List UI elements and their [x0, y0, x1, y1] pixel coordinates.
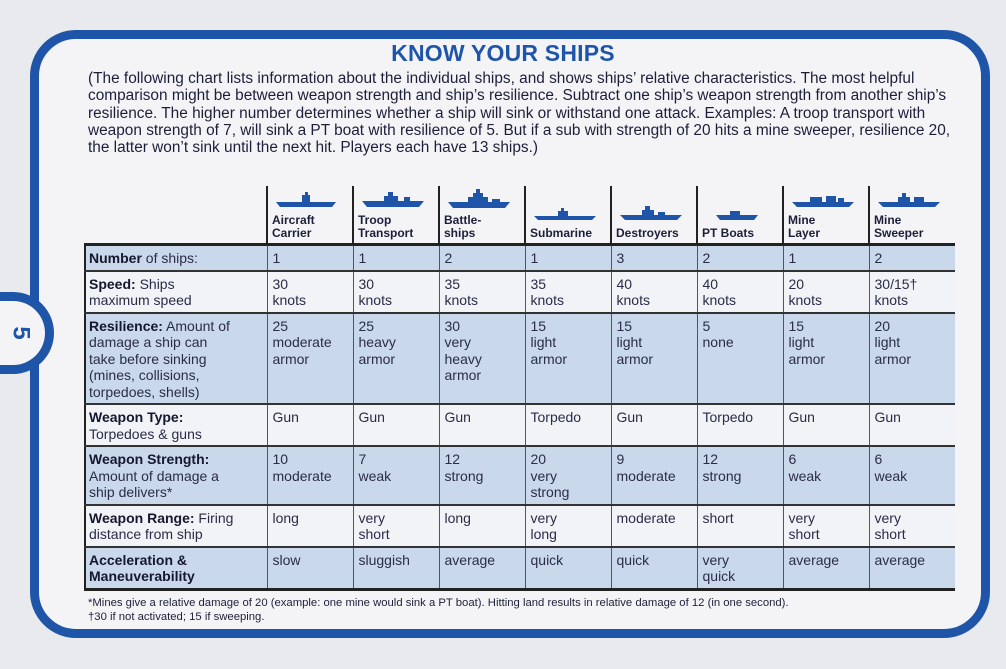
table-cell: 10 moderate: [267, 446, 353, 505]
row-label-rest: Amount of damage a ship can take before sinking (mines, collisions, torpedoes, shells): [89, 317, 230, 400]
table-cell: 15 light armor: [783, 313, 869, 405]
table-cell: 12 strong: [439, 446, 525, 505]
table-cell: slow: [267, 547, 353, 590]
table-cell: long: [439, 505, 525, 547]
table-cell: 6 weak: [783, 446, 869, 505]
table-row: [85, 313, 955, 405]
table-cell: very quick: [697, 547, 783, 590]
footnote-sweeper: †30 if not activated; 15 if sweeping.: [88, 611, 265, 623]
table-cell: 35 knots: [525, 271, 611, 313]
row-label-rest: Torpedoes & guns: [89, 425, 202, 442]
table-body: [85, 245, 955, 590]
table-row: [85, 245, 955, 271]
column-label: Troop Transport: [358, 213, 414, 240]
table-cell: 3: [611, 245, 697, 271]
table-row: [85, 446, 955, 505]
table-cell: short: [697, 505, 783, 547]
table-cell: Gun: [869, 404, 955, 446]
column-label: Mine Sweeper: [874, 213, 924, 240]
table-cell: 12 strong: [697, 446, 783, 505]
table-row: [85, 271, 955, 313]
row-label-bold: Speed:: [89, 275, 136, 292]
row-label: [85, 505, 267, 547]
row-label-rest: Amount of damage a ship delivers*: [89, 467, 219, 500]
header-row: [85, 186, 955, 245]
aircraft-carrier-icon: [272, 188, 342, 210]
table-cell: Torpedo: [697, 404, 783, 446]
column-label: Submarine: [530, 226, 593, 240]
table-cell: 40 knots: [611, 271, 697, 313]
row-label: [85, 404, 267, 446]
table-cell: 2: [697, 245, 783, 271]
table-cell: 1: [353, 245, 439, 271]
table-cell: sluggish: [353, 547, 439, 590]
column-label: Destroyers: [616, 226, 679, 240]
table-cell: 20 very strong: [525, 446, 611, 505]
intro-paragraph: (The following chart lists information about the individual ships, and shows ships’ relative characteristics. The most helpful comparison might be between weapon strength and ship’s resilience. Subtract one ship’s weapon strength from another ship’s resilience. The higher number determines whether a ship will sink or withstand one attack. Examples: A troop transport with weapon strength of 7, will sink a PT boat with resilience of 5. But if a sub with strength of 20 hits a mine sweeper, resilience 20, the latter won’t sink until the next hit. Players each have 13 ships.): [88, 70, 951, 157]
table-cell: average: [869, 547, 955, 590]
table-cell: Gun: [353, 404, 439, 446]
row-label-bold: Weapon Range:: [89, 509, 195, 526]
row-label-rest: Ships maximum speed: [89, 275, 192, 308]
mine-sweeper-icon: [874, 188, 944, 210]
table-cell: Gun: [439, 404, 525, 446]
row-label-bold: Number: [89, 250, 142, 266]
table-cell: quick: [611, 547, 697, 590]
column-header-3: [525, 186, 611, 245]
destroyer-icon: [616, 201, 686, 223]
row-label: [85, 245, 267, 271]
table-cell: very short: [353, 505, 439, 547]
table-cell: 1: [267, 245, 353, 271]
row-label: [85, 271, 267, 313]
column-label: Aircraft Carrier: [272, 213, 315, 240]
column-header-6: [783, 186, 869, 245]
table-cell: 15 light armor: [611, 313, 697, 405]
table-cell: 40 knots: [697, 271, 783, 313]
table-cell: 25 moderate armor: [267, 313, 353, 405]
row-label-bold: Weapon Strength:: [89, 451, 210, 467]
table-cell: 30 knots: [353, 271, 439, 313]
footnotes: [88, 596, 968, 624]
column-header-5: [697, 186, 783, 245]
troop-transport-icon: [358, 188, 428, 210]
table-cell: 30/15† knots: [869, 271, 955, 313]
column-header-7: [869, 186, 955, 245]
page-number: 5: [7, 326, 35, 340]
corner-cell: [85, 186, 267, 245]
table-cell: Torpedo: [525, 404, 611, 446]
row-label-bold: Resilience:: [89, 317, 163, 334]
row-label-bold: Weapon Type:: [89, 409, 184, 425]
table-cell: 7 weak: [353, 446, 439, 505]
table-cell: average: [439, 547, 525, 590]
table-cell: Gun: [611, 404, 697, 446]
table-cell: 30 knots: [267, 271, 353, 313]
table-cell: Gun: [267, 404, 353, 446]
table-cell: 25 heavy armor: [353, 313, 439, 405]
column-label: PT Boats: [702, 226, 755, 240]
pt-boat-icon: [702, 201, 772, 223]
table-cell: 30 very heavy armor: [439, 313, 525, 405]
mine-layer-icon: [788, 188, 858, 210]
table-row: [85, 505, 955, 547]
row-label-rest: of ships:: [141, 250, 198, 266]
row-label: [85, 313, 267, 405]
column-header-1: [353, 186, 439, 245]
table-cell: quick: [525, 547, 611, 590]
battleship-icon: [444, 188, 514, 210]
column-label: Battle- ships: [444, 213, 482, 240]
column-label: Mine Layer: [788, 213, 821, 240]
footnote-mines: *Mines give a relative damage of 20 (example: one mine would sink a PT boat). Hitting land results in relative damage of 12 (in one second).: [88, 597, 789, 609]
table-cell: 2: [439, 245, 525, 271]
table-cell: Gun: [783, 404, 869, 446]
table-cell: 20 knots: [783, 271, 869, 313]
table-cell: 20 light armor: [869, 313, 955, 405]
table-row: [85, 404, 955, 446]
table-cell: 5 none: [697, 313, 783, 405]
table-row: [85, 547, 955, 590]
row-label-bold: Acceleration & Maneuverability: [89, 551, 195, 584]
table-cell: long: [267, 505, 353, 547]
table-cell: 9 moderate: [611, 446, 697, 505]
column-header-0: [267, 186, 353, 245]
table-cell: very long: [525, 505, 611, 547]
table-cell: 1: [783, 245, 869, 271]
table-cell: 15 light armor: [525, 313, 611, 405]
ships-table: [84, 186, 955, 591]
table-cell: 35 knots: [439, 271, 525, 313]
column-header-4: [611, 186, 697, 245]
table-cell: 1: [525, 245, 611, 271]
row-label-rest: Firing distance from ship: [89, 509, 234, 542]
column-header-2: [439, 186, 525, 245]
page-title: KNOW YOUR SHIPS: [391, 40, 615, 66]
table-cell: very short: [783, 505, 869, 547]
row-label: [85, 547, 267, 590]
table-cell: average: [783, 547, 869, 590]
submarine-icon: [530, 201, 600, 223]
table-cell: 2: [869, 245, 955, 271]
row-label: [85, 446, 267, 505]
table-cell: moderate: [611, 505, 697, 547]
table-cell: very short: [869, 505, 955, 547]
table-cell: 6 weak: [869, 446, 955, 505]
